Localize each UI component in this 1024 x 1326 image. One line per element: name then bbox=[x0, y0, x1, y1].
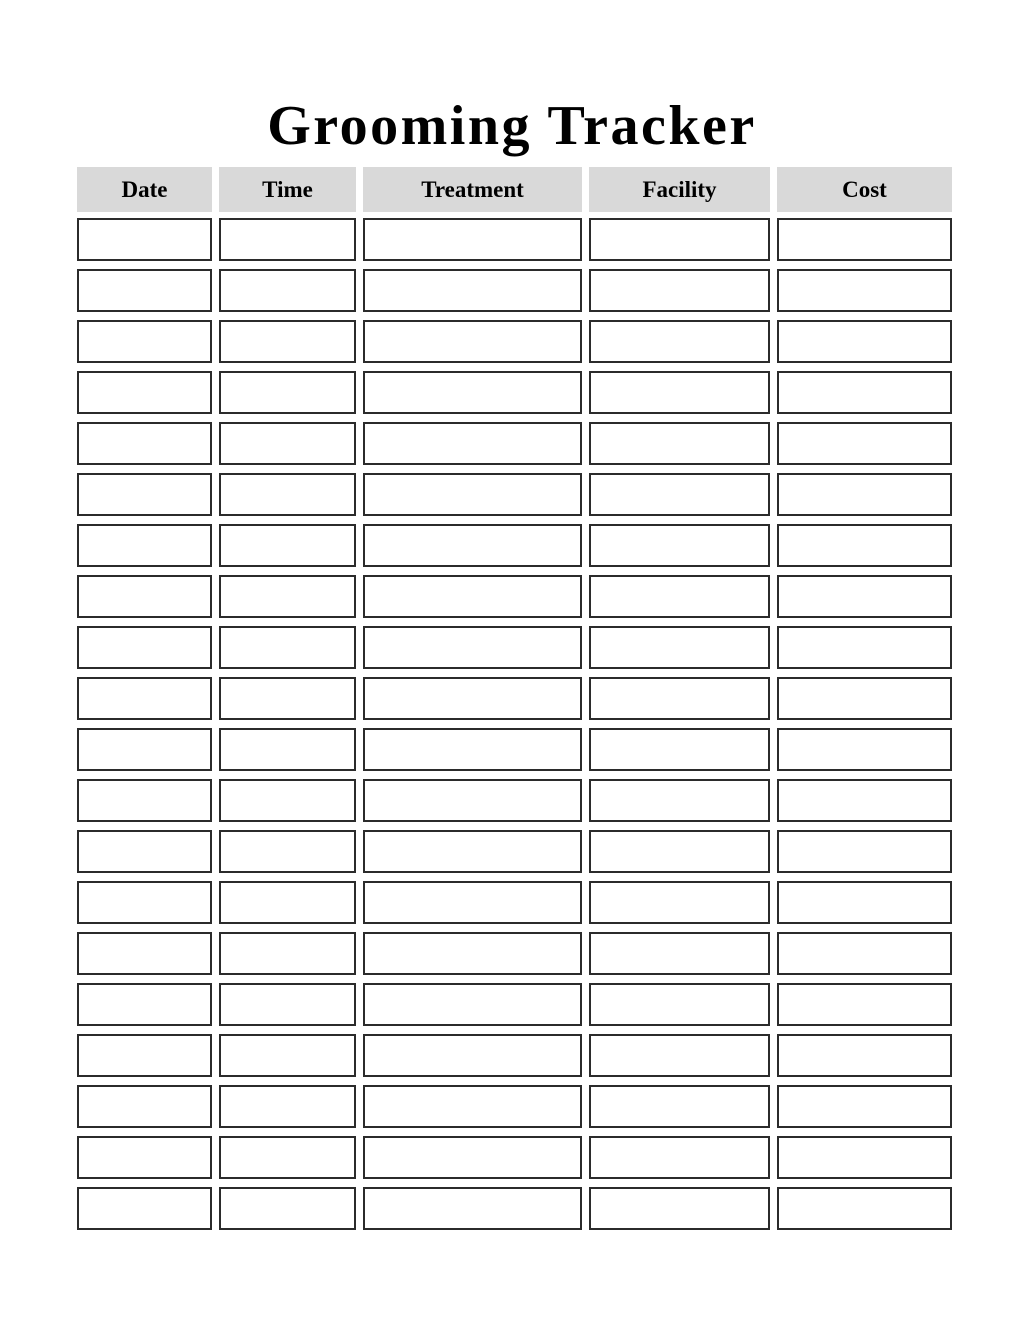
entry-field-time[interactable] bbox=[219, 728, 356, 771]
table-cell-cost[interactable] bbox=[777, 620, 952, 671]
table-row bbox=[77, 365, 952, 416]
column-header-time bbox=[219, 167, 363, 212]
column-header-cost bbox=[777, 167, 952, 212]
table-cell-cost[interactable] bbox=[777, 1028, 952, 1079]
table-cell-cost[interactable] bbox=[777, 416, 952, 467]
entry-field-date[interactable] bbox=[77, 1034, 212, 1077]
table-row bbox=[77, 824, 952, 875]
table-cell-date[interactable] bbox=[77, 569, 219, 620]
entry-field-date[interactable] bbox=[77, 1085, 212, 1128]
table-cell-facility[interactable] bbox=[589, 1028, 777, 1079]
table-cell-treatment[interactable] bbox=[363, 671, 589, 722]
table-cell-date[interactable] bbox=[77, 926, 219, 977]
table-row bbox=[77, 1130, 952, 1181]
table-cell-treatment[interactable] bbox=[363, 518, 589, 569]
table-cell-treatment[interactable] bbox=[363, 773, 589, 824]
entry-field-facility[interactable] bbox=[589, 932, 770, 975]
entry-field-time[interactable] bbox=[219, 269, 356, 312]
entry-field-time[interactable] bbox=[219, 575, 356, 618]
entry-field-cost[interactable] bbox=[777, 677, 952, 720]
table-row bbox=[77, 620, 952, 671]
table-cell-date[interactable] bbox=[77, 314, 219, 365]
entry-field-time[interactable] bbox=[219, 1034, 356, 1077]
column-header-facility-label: Facility bbox=[589, 167, 770, 212]
table-cell-facility[interactable] bbox=[589, 773, 777, 824]
table-cell-cost[interactable] bbox=[777, 518, 952, 569]
table-cell-time[interactable] bbox=[219, 875, 363, 926]
entry-field-treatment[interactable] bbox=[363, 218, 582, 261]
entry-field-cost[interactable] bbox=[777, 524, 952, 567]
table-cell-cost[interactable] bbox=[777, 365, 952, 416]
entry-field-facility[interactable] bbox=[589, 677, 770, 720]
table-row bbox=[77, 1181, 952, 1232]
entry-field-time[interactable] bbox=[219, 626, 356, 669]
table-row bbox=[77, 569, 952, 620]
table-cell-date[interactable] bbox=[77, 1181, 219, 1232]
entry-field-treatment[interactable] bbox=[363, 983, 582, 1026]
table-cell-time[interactable] bbox=[219, 620, 363, 671]
table-cell-cost[interactable] bbox=[777, 314, 952, 365]
entry-field-treatment[interactable] bbox=[363, 473, 582, 516]
entry-field-facility[interactable] bbox=[589, 422, 770, 465]
table-cell-treatment[interactable] bbox=[363, 212, 589, 263]
table-cell-date[interactable] bbox=[77, 1130, 219, 1181]
entry-field-date[interactable] bbox=[77, 524, 212, 567]
entry-field-date[interactable] bbox=[77, 473, 212, 516]
entry-field-time[interactable] bbox=[219, 422, 356, 465]
table-cell-date[interactable] bbox=[77, 875, 219, 926]
table-cell-treatment[interactable] bbox=[363, 722, 589, 773]
entry-field-date[interactable] bbox=[77, 830, 212, 873]
table-cell-treatment[interactable] bbox=[363, 416, 589, 467]
table-cell-time[interactable] bbox=[219, 1130, 363, 1181]
entry-field-date[interactable] bbox=[77, 677, 212, 720]
table-row bbox=[77, 722, 952, 773]
table-cell-treatment[interactable] bbox=[363, 314, 589, 365]
entry-field-cost[interactable] bbox=[777, 1187, 952, 1230]
column-header-treatment-label: Treatment bbox=[363, 167, 582, 212]
table-cell-treatment[interactable] bbox=[363, 569, 589, 620]
table-cell-treatment[interactable] bbox=[363, 263, 589, 314]
table-cell-date[interactable] bbox=[77, 212, 219, 263]
table-cell-facility[interactable] bbox=[589, 1181, 777, 1232]
entry-field-cost[interactable] bbox=[777, 932, 952, 975]
table-row bbox=[77, 926, 952, 977]
table-cell-time[interactable] bbox=[219, 1181, 363, 1232]
entry-field-date[interactable] bbox=[77, 422, 212, 465]
entry-field-cost[interactable] bbox=[777, 626, 952, 669]
column-header-date bbox=[77, 167, 219, 212]
entry-field-treatment[interactable] bbox=[363, 524, 582, 567]
table-row bbox=[77, 314, 952, 365]
table-cell-time[interactable] bbox=[219, 569, 363, 620]
entry-field-cost[interactable] bbox=[777, 881, 952, 924]
table-cell-facility[interactable] bbox=[589, 467, 777, 518]
entry-field-treatment[interactable] bbox=[363, 779, 582, 822]
table-cell-treatment[interactable] bbox=[363, 1130, 589, 1181]
entry-field-time[interactable] bbox=[219, 218, 356, 261]
entry-field-cost[interactable] bbox=[777, 218, 952, 261]
entry-field-time[interactable] bbox=[219, 1136, 356, 1179]
table-cell-date[interactable] bbox=[77, 365, 219, 416]
table-cell-cost[interactable] bbox=[777, 467, 952, 518]
table-cell-time[interactable] bbox=[219, 824, 363, 875]
table-cell-facility[interactable] bbox=[589, 722, 777, 773]
entry-field-time[interactable] bbox=[219, 524, 356, 567]
table-cell-time[interactable] bbox=[219, 263, 363, 314]
table-row bbox=[77, 875, 952, 926]
table-cell-time[interactable] bbox=[219, 416, 363, 467]
entry-field-facility[interactable] bbox=[589, 1034, 770, 1077]
table-cell-cost[interactable] bbox=[777, 977, 952, 1028]
table-cell-time[interactable] bbox=[219, 926, 363, 977]
table-cell-cost[interactable] bbox=[777, 1181, 952, 1232]
table-row bbox=[77, 212, 952, 263]
table-cell-date[interactable] bbox=[77, 824, 219, 875]
entry-field-treatment[interactable] bbox=[363, 1034, 582, 1077]
entry-field-time[interactable] bbox=[219, 1085, 356, 1128]
table-cell-cost[interactable] bbox=[777, 671, 952, 722]
entry-field-date[interactable] bbox=[77, 1136, 212, 1179]
entry-field-facility[interactable] bbox=[589, 524, 770, 567]
entry-field-treatment[interactable] bbox=[363, 575, 582, 618]
table-row bbox=[77, 467, 952, 518]
entry-field-treatment[interactable] bbox=[363, 677, 582, 720]
table-header bbox=[77, 167, 952, 212]
entry-field-date[interactable] bbox=[77, 269, 212, 312]
entry-field-time[interactable] bbox=[219, 779, 356, 822]
entry-field-date[interactable] bbox=[77, 728, 212, 771]
table-cell-cost[interactable] bbox=[777, 212, 952, 263]
table-cell-facility[interactable] bbox=[589, 212, 777, 263]
table-cell-date[interactable] bbox=[77, 263, 219, 314]
table-cell-facility[interactable] bbox=[589, 926, 777, 977]
table-cell-facility[interactable] bbox=[589, 671, 777, 722]
table-body bbox=[77, 212, 952, 1232]
table-cell-cost[interactable] bbox=[777, 722, 952, 773]
table-row bbox=[77, 671, 952, 722]
column-header-date-label: Date bbox=[77, 167, 212, 212]
entry-field-date[interactable] bbox=[77, 218, 212, 261]
table-cell-cost[interactable] bbox=[777, 926, 952, 977]
entry-field-cost[interactable] bbox=[777, 983, 952, 1026]
entry-field-facility[interactable] bbox=[589, 575, 770, 618]
entry-field-time[interactable] bbox=[219, 371, 356, 414]
entry-field-cost[interactable] bbox=[777, 575, 952, 618]
table-cell-treatment[interactable] bbox=[363, 977, 589, 1028]
entry-field-treatment[interactable] bbox=[363, 320, 582, 363]
table-cell-date[interactable] bbox=[77, 671, 219, 722]
table-cell-treatment[interactable] bbox=[363, 824, 589, 875]
entry-field-treatment[interactable] bbox=[363, 932, 582, 975]
entry-field-time[interactable] bbox=[219, 983, 356, 1026]
grooming-tracker-table bbox=[77, 167, 952, 1232]
entry-field-facility[interactable] bbox=[589, 779, 770, 822]
entry-field-cost[interactable] bbox=[777, 1136, 952, 1179]
entry-field-time[interactable] bbox=[219, 830, 356, 873]
table-cell-time[interactable] bbox=[219, 467, 363, 518]
entry-field-date[interactable] bbox=[77, 371, 212, 414]
table-cell-cost[interactable] bbox=[777, 773, 952, 824]
table-cell-treatment[interactable] bbox=[363, 875, 589, 926]
table-cell-treatment[interactable] bbox=[363, 1079, 589, 1130]
table-cell-cost[interactable] bbox=[777, 824, 952, 875]
table-row bbox=[77, 518, 952, 569]
table-cell-facility[interactable] bbox=[589, 569, 777, 620]
table-cell-facility[interactable] bbox=[589, 1130, 777, 1181]
table-cell-facility[interactable] bbox=[589, 518, 777, 569]
table-cell-treatment[interactable] bbox=[363, 620, 589, 671]
entry-field-treatment[interactable] bbox=[363, 881, 582, 924]
entry-field-date[interactable] bbox=[77, 983, 212, 1026]
table-row bbox=[77, 263, 952, 314]
table-cell-facility[interactable] bbox=[589, 1079, 777, 1130]
column-header-facility bbox=[589, 167, 777, 212]
entry-field-cost[interactable] bbox=[777, 422, 952, 465]
table-row bbox=[77, 977, 952, 1028]
entry-field-cost[interactable] bbox=[777, 473, 952, 516]
entry-field-date[interactable] bbox=[77, 575, 212, 618]
table-cell-time[interactable] bbox=[219, 671, 363, 722]
entry-field-treatment[interactable] bbox=[363, 830, 582, 873]
entry-field-date[interactable] bbox=[77, 1187, 212, 1230]
entry-field-facility[interactable] bbox=[589, 881, 770, 924]
entry-field-facility[interactable] bbox=[589, 1085, 770, 1128]
table-cell-date[interactable] bbox=[77, 722, 219, 773]
entry-field-cost[interactable] bbox=[777, 1034, 952, 1077]
entry-field-facility[interactable] bbox=[589, 218, 770, 261]
entry-field-cost[interactable] bbox=[777, 779, 952, 822]
table-cell-facility[interactable] bbox=[589, 263, 777, 314]
table-cell-date[interactable] bbox=[77, 620, 219, 671]
table-cell-time[interactable] bbox=[219, 314, 363, 365]
entry-field-cost[interactable] bbox=[777, 371, 952, 414]
table-cell-facility[interactable] bbox=[589, 977, 777, 1028]
table-cell-date[interactable] bbox=[77, 773, 219, 824]
table-cell-time[interactable] bbox=[219, 773, 363, 824]
table-cell-cost[interactable] bbox=[777, 263, 952, 314]
entry-field-treatment[interactable] bbox=[363, 626, 582, 669]
entry-field-cost[interactable] bbox=[777, 728, 952, 771]
entry-field-facility[interactable] bbox=[589, 830, 770, 873]
entry-field-treatment[interactable] bbox=[363, 1085, 582, 1128]
table-cell-facility[interactable] bbox=[589, 824, 777, 875]
entry-field-treatment[interactable] bbox=[363, 728, 582, 771]
table-cell-time[interactable] bbox=[219, 518, 363, 569]
entry-field-treatment[interactable] bbox=[363, 269, 582, 312]
entry-field-cost[interactable] bbox=[777, 320, 952, 363]
entry-field-facility[interactable] bbox=[589, 983, 770, 1026]
entry-field-date[interactable] bbox=[77, 881, 212, 924]
table-cell-time[interactable] bbox=[219, 1079, 363, 1130]
entry-field-time[interactable] bbox=[219, 1187, 356, 1230]
table-header-row bbox=[77, 167, 952, 212]
table-cell-date[interactable] bbox=[77, 977, 219, 1028]
table-cell-cost[interactable] bbox=[777, 1130, 952, 1181]
table-cell-treatment[interactable] bbox=[363, 365, 589, 416]
column-header-treatment bbox=[363, 167, 589, 212]
table-cell-treatment[interactable] bbox=[363, 467, 589, 518]
entry-field-time[interactable] bbox=[219, 677, 356, 720]
table-cell-facility[interactable] bbox=[589, 365, 777, 416]
entry-field-treatment[interactable] bbox=[363, 422, 582, 465]
table-cell-facility[interactable] bbox=[589, 620, 777, 671]
entry-field-treatment[interactable] bbox=[363, 1187, 582, 1230]
entry-field-facility[interactable] bbox=[589, 320, 770, 363]
table-cell-time[interactable] bbox=[219, 977, 363, 1028]
entry-field-facility[interactable] bbox=[589, 1136, 770, 1179]
entry-field-facility[interactable] bbox=[589, 626, 770, 669]
entry-field-facility[interactable] bbox=[589, 371, 770, 414]
table-cell-treatment[interactable] bbox=[363, 1181, 589, 1232]
table-cell-cost[interactable] bbox=[777, 1079, 952, 1130]
table-cell-facility[interactable] bbox=[589, 314, 777, 365]
entry-field-time[interactable] bbox=[219, 320, 356, 363]
table-cell-date[interactable] bbox=[77, 1028, 219, 1079]
entry-field-date[interactable] bbox=[77, 320, 212, 363]
entry-field-facility[interactable] bbox=[589, 269, 770, 312]
table-cell-date[interactable] bbox=[77, 416, 219, 467]
entry-field-time[interactable] bbox=[219, 881, 356, 924]
table-cell-date[interactable] bbox=[77, 1079, 219, 1130]
entry-field-treatment[interactable] bbox=[363, 1136, 582, 1179]
entry-field-date[interactable] bbox=[77, 626, 212, 669]
table-cell-treatment[interactable] bbox=[363, 1028, 589, 1079]
table-cell-time[interactable] bbox=[219, 365, 363, 416]
table-row bbox=[77, 1028, 952, 1079]
table-cell-facility[interactable] bbox=[589, 875, 777, 926]
column-header-cost-label: Cost bbox=[777, 167, 952, 212]
table-row bbox=[77, 416, 952, 467]
table-row bbox=[77, 773, 952, 824]
table-cell-treatment[interactable] bbox=[363, 926, 589, 977]
entry-field-date[interactable] bbox=[77, 779, 212, 822]
entry-field-facility[interactable] bbox=[589, 473, 770, 516]
table-cell-date[interactable] bbox=[77, 467, 219, 518]
page-title: Grooming Tracker bbox=[267, 94, 757, 157]
table-cell-date[interactable] bbox=[77, 518, 219, 569]
entry-field-cost[interactable] bbox=[777, 830, 952, 873]
column-header-time-label: Time bbox=[219, 167, 356, 212]
entry-field-facility[interactable] bbox=[589, 1187, 770, 1230]
entry-field-time[interactable] bbox=[219, 932, 356, 975]
table-cell-time[interactable] bbox=[219, 722, 363, 773]
table-row bbox=[77, 1079, 952, 1130]
entry-field-time[interactable] bbox=[219, 473, 356, 516]
entry-field-date[interactable] bbox=[77, 932, 212, 975]
entry-field-cost[interactable] bbox=[777, 1085, 952, 1128]
entry-field-facility[interactable] bbox=[589, 728, 770, 771]
entry-field-treatment[interactable] bbox=[363, 371, 582, 414]
table-cell-time[interactable] bbox=[219, 1028, 363, 1079]
entry-field-cost[interactable] bbox=[777, 269, 952, 312]
table-cell-cost[interactable] bbox=[777, 875, 952, 926]
table-cell-facility[interactable] bbox=[589, 416, 777, 467]
table-cell-cost[interactable] bbox=[777, 569, 952, 620]
table-cell-time[interactable] bbox=[219, 212, 363, 263]
